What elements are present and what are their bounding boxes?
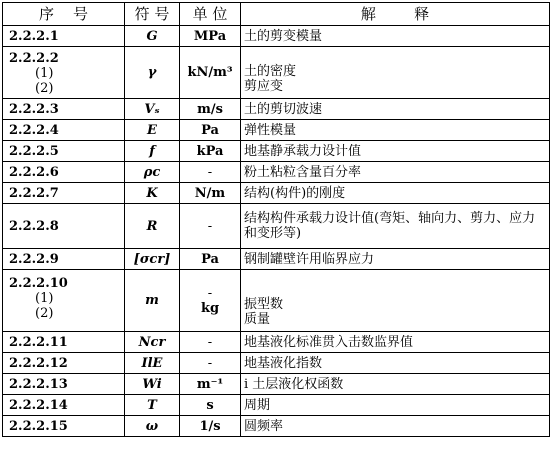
row-number: 2.2.2.7	[9, 185, 59, 201]
row-number: 2.2.2.9	[9, 251, 59, 267]
table-row	[3, 332, 550, 353]
table-row	[3, 353, 550, 374]
row-unit-cell	[180, 141, 241, 162]
table-body	[3, 26, 550, 437]
row-unit-cell	[180, 183, 241, 204]
table-row	[3, 26, 550, 47]
row-symbol: ω	[125, 416, 180, 437]
table-header-row	[3, 3, 550, 26]
row-number: 2.2.2.6	[9, 164, 59, 180]
row-unit: s	[206, 397, 214, 413]
row-unit: -	[207, 355, 213, 371]
symbol-table-container	[2, 2, 550, 437]
row-symbol: IlE	[125, 353, 180, 374]
table-row	[3, 249, 550, 270]
row-number: 2.2.2.13	[9, 376, 68, 392]
row-unit: 1/s	[199, 418, 221, 434]
row-symbol: f	[125, 141, 180, 162]
row-unit: Pa	[201, 251, 219, 267]
row-unit-cell	[180, 395, 241, 416]
row-number-cell	[3, 395, 125, 416]
row-description: 地基静承载力设计值	[244, 143, 362, 159]
row-symbol: γ	[125, 47, 180, 99]
row-description: 土的密度	[244, 64, 297, 79]
row-unit-cell	[180, 270, 241, 332]
table-row	[3, 183, 550, 204]
row-description: 振型数	[244, 297, 284, 312]
row-number-cell	[3, 332, 125, 353]
row-unit-cell	[180, 374, 241, 395]
row-unit-cell	[180, 26, 241, 47]
row-number-cell	[3, 120, 125, 141]
row-unit: m/s	[197, 101, 223, 117]
table-row	[3, 162, 550, 183]
row-unit-secondary: kg	[200, 300, 220, 316]
row-number-cell	[3, 204, 125, 249]
row-description: 土的剪变模量	[244, 28, 323, 44]
row-unit: -	[207, 164, 213, 180]
row-unit: kPa	[196, 143, 224, 159]
row-number-cell	[3, 416, 125, 437]
row-description-cell	[241, 99, 550, 120]
header-description: 解 释	[241, 3, 550, 26]
row-number: 2.2.2.10	[9, 276, 68, 291]
header-symbol: 符 号	[125, 3, 180, 26]
row-symbol: T	[125, 395, 180, 416]
row-description: 结构(构件)的刚度	[244, 185, 346, 201]
row-number: 2.2.2.14	[9, 397, 68, 413]
row-description: 剪应变	[244, 79, 284, 94]
table-row	[3, 204, 550, 249]
row-number: 2.2.2.15	[9, 418, 68, 434]
row-description: 结构构件承载力设计值(弯矩、轴向力、剪力、应力和变形等)	[244, 211, 536, 241]
row-number-cell	[3, 47, 125, 99]
row-unit: Pa	[201, 122, 219, 138]
row-symbol: Ncr	[125, 332, 180, 353]
row-description-cell	[241, 270, 550, 332]
row-sub-number: (2)	[35, 81, 54, 96]
row-symbol: Vₛ	[125, 99, 180, 120]
row-unit: -	[207, 334, 213, 350]
row-sub-number: (1)	[35, 291, 54, 306]
row-number-cell	[3, 374, 125, 395]
row-unit-cell	[180, 353, 241, 374]
table-row	[3, 395, 550, 416]
row-unit-cell	[180, 332, 241, 353]
row-description-cell	[241, 47, 550, 99]
row-description: 弹性模量	[244, 122, 297, 138]
row-description: 粉土粘粒含量百分率	[244, 164, 362, 180]
table-row	[3, 374, 550, 395]
row-description: 土的剪切波速	[244, 101, 323, 117]
table-row	[3, 47, 550, 99]
row-number-cell	[3, 270, 125, 332]
row-description: 周期	[244, 397, 271, 413]
row-unit: m⁻¹	[196, 376, 224, 392]
table-row	[3, 416, 550, 437]
row-description: 地基液化标准贯入击数监界值	[244, 334, 414, 350]
row-unit-cell	[180, 162, 241, 183]
row-description: 质量	[244, 312, 271, 327]
row-description-cell	[241, 141, 550, 162]
row-unit: -	[207, 218, 213, 234]
row-unit: MPa	[193, 28, 227, 44]
row-number: 2.2.2.11	[9, 334, 68, 350]
row-description: i 土层液化权函数	[244, 376, 344, 392]
row-description-cell	[241, 353, 550, 374]
header-number: 序 号	[3, 3, 125, 26]
row-number: 2.2.2.8	[9, 218, 59, 234]
row-unit: -	[207, 285, 213, 301]
table-row	[3, 99, 550, 120]
row-number-cell	[3, 99, 125, 120]
row-description: 钢制罐壁许用临界应力	[244, 251, 375, 267]
row-unit-cell	[180, 99, 241, 120]
row-description-cell	[241, 374, 550, 395]
row-number-cell	[3, 141, 125, 162]
row-description-cell	[241, 416, 550, 437]
row-unit-cell	[180, 249, 241, 270]
row-unit-cell	[180, 204, 241, 249]
row-number: 2.2.2.3	[9, 101, 59, 117]
row-number: 2.2.2.4	[9, 122, 59, 138]
row-unit: kN/m³	[187, 65, 233, 80]
row-unit: N/m	[194, 185, 226, 201]
row-description-cell	[241, 120, 550, 141]
row-number: 2.2.2.1	[9, 28, 59, 44]
row-description: 地基液化指数	[244, 355, 323, 371]
row-symbol: Wi	[125, 374, 180, 395]
row-unit-cell	[180, 120, 241, 141]
row-description-cell	[241, 162, 550, 183]
table-row	[3, 141, 550, 162]
symbol-table	[2, 2, 550, 437]
row-symbol: m	[125, 270, 180, 332]
row-description-cell	[241, 26, 550, 47]
row-number-cell	[3, 183, 125, 204]
header-unit: 单 位	[180, 3, 241, 26]
row-description-cell	[241, 249, 550, 270]
row-description-cell	[241, 204, 550, 249]
row-number: 2.2.2.5	[9, 143, 59, 159]
row-symbol: R	[125, 204, 180, 249]
row-symbol: G	[125, 26, 180, 47]
table-row	[3, 270, 550, 332]
table-row	[3, 120, 550, 141]
row-unit-cell	[180, 416, 241, 437]
row-sub-number: (1)	[35, 66, 54, 81]
row-symbol: ρc	[125, 162, 180, 183]
row-number-cell	[3, 162, 125, 183]
row-number-cell	[3, 249, 125, 270]
row-description-cell	[241, 183, 550, 204]
row-number-cell	[3, 26, 125, 47]
row-description-cell	[241, 395, 550, 416]
row-description: 圆频率	[244, 418, 284, 434]
row-number-cell	[3, 353, 125, 374]
row-unit-cell	[180, 47, 241, 99]
row-description-cell	[241, 332, 550, 353]
row-symbol: [σcr]	[125, 249, 180, 270]
row-sub-number: (2)	[35, 306, 54, 321]
row-number: 2.2.2.2	[9, 51, 59, 66]
row-symbol: K	[125, 183, 180, 204]
row-number: 2.2.2.12	[9, 355, 68, 371]
row-symbol: E	[125, 120, 180, 141]
